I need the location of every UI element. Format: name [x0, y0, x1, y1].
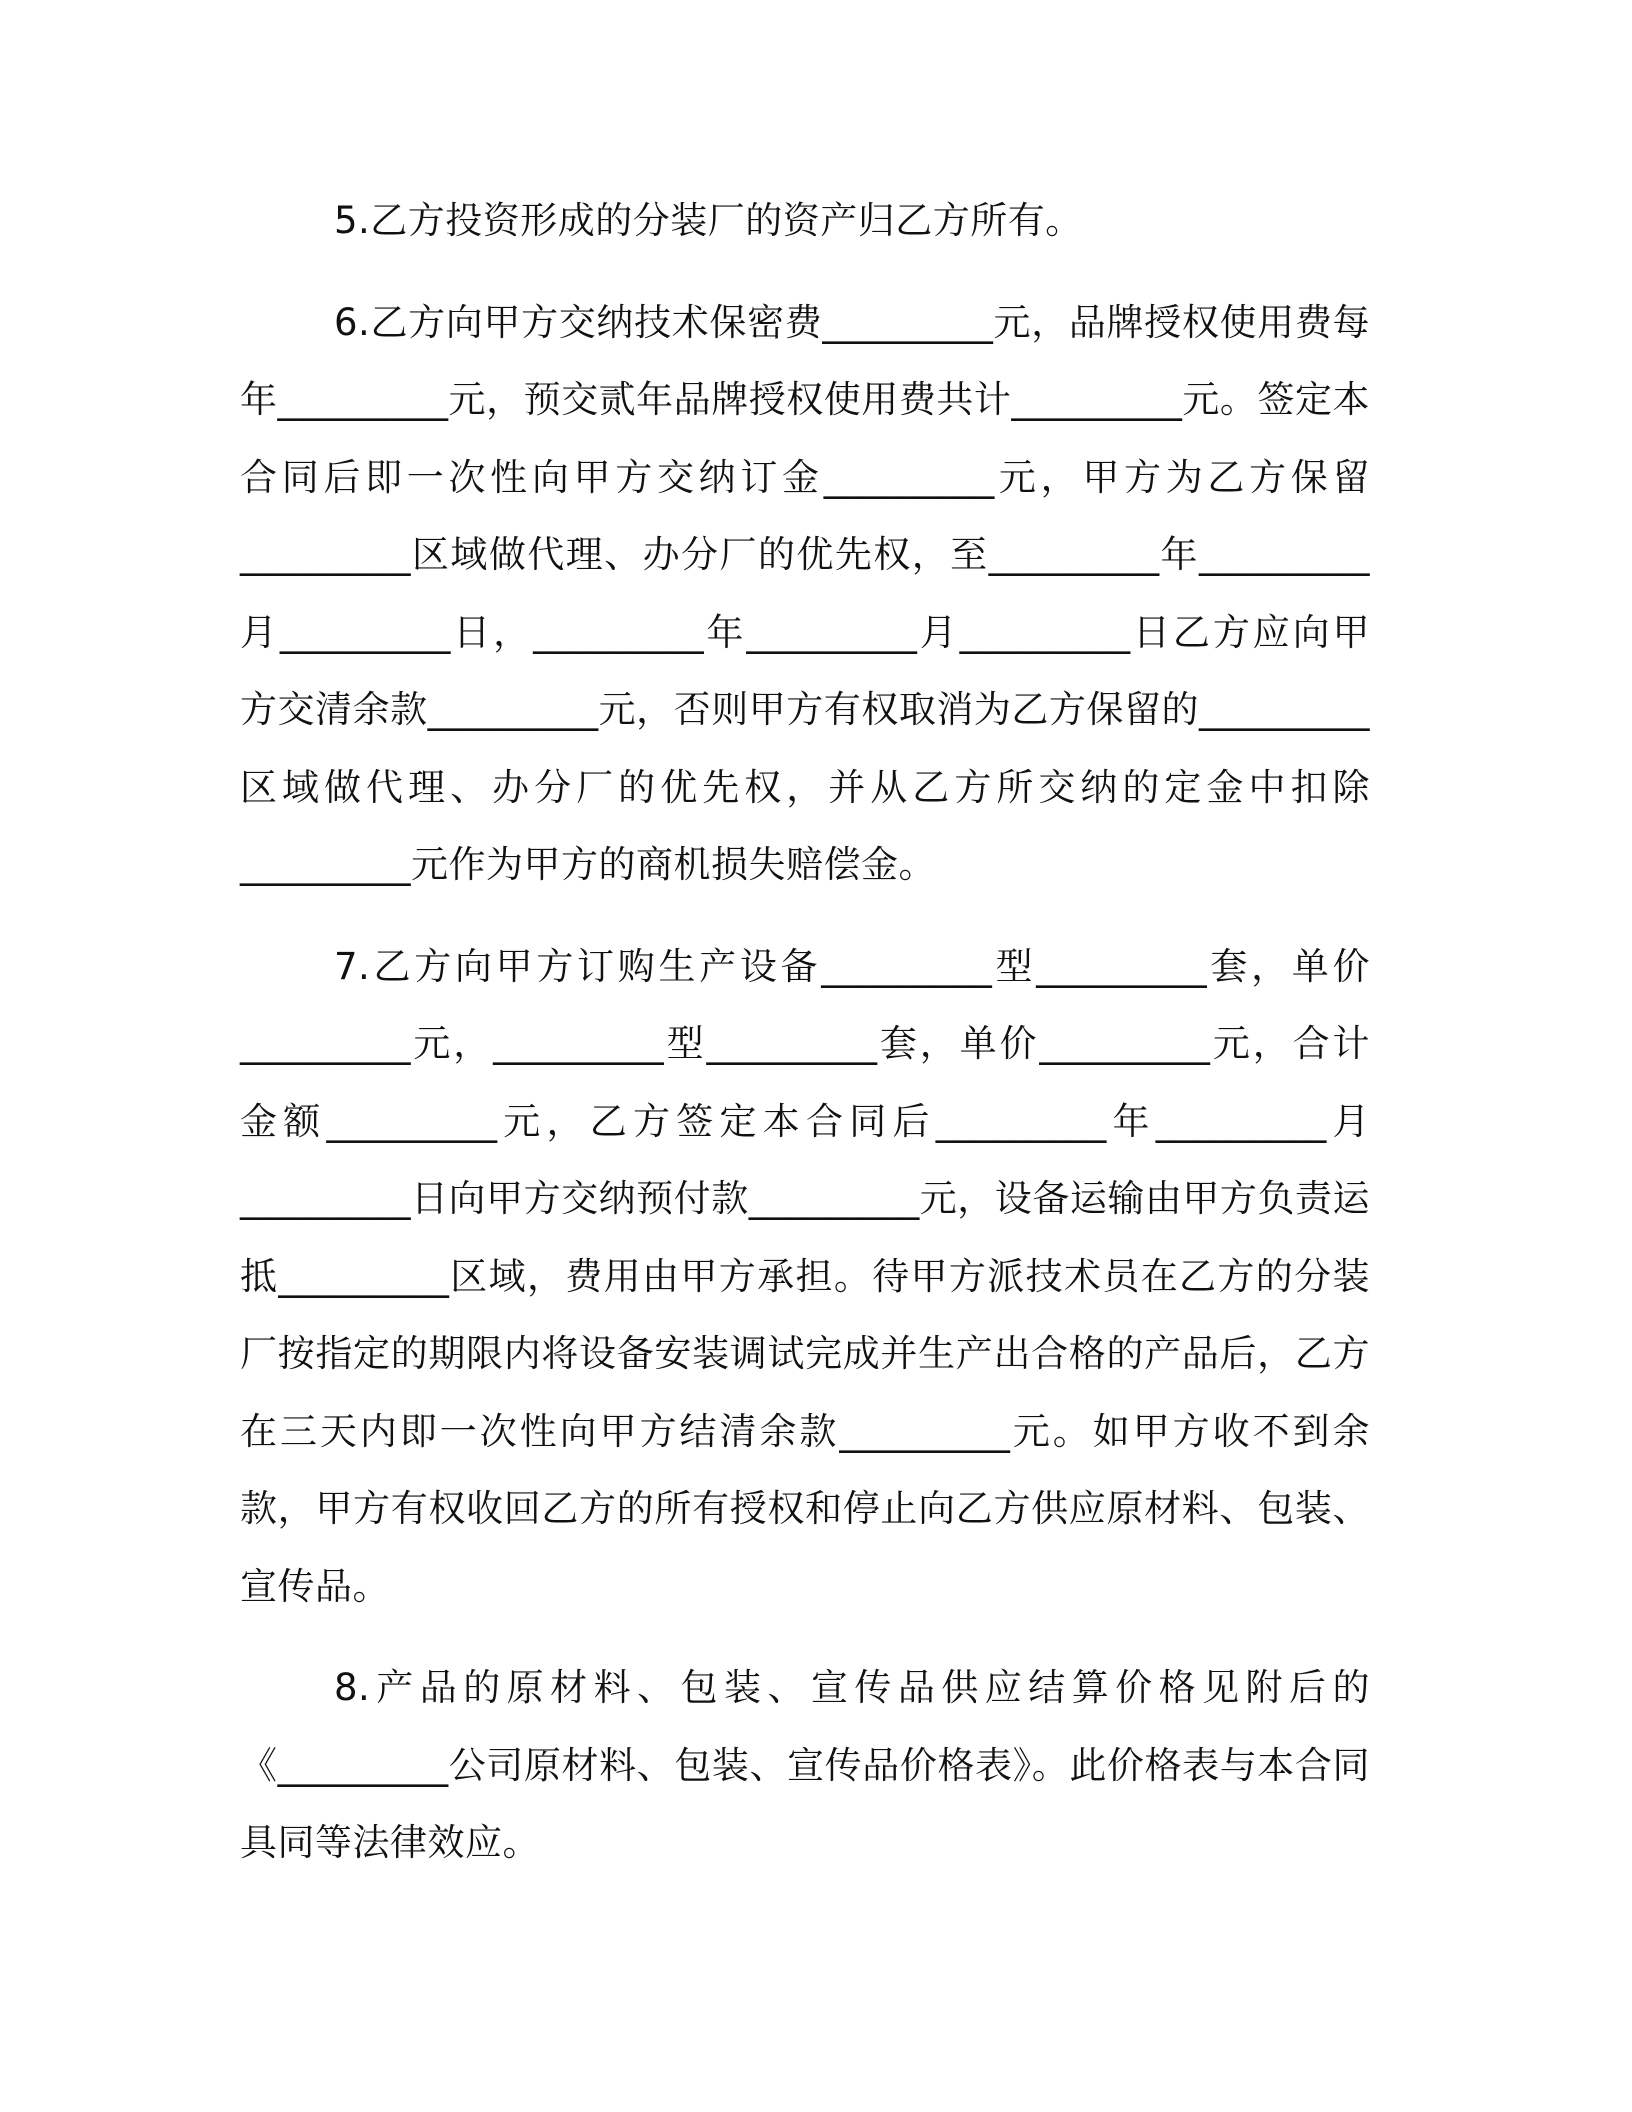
document-body	[240, 182, 1370, 1906]
paragraph-clause-7: 7.乙方向甲方订购生产设备_________型_________套，单价_________元，_________型_________套，单价_________元，合计金额_________元，乙方签定本合同后_________年_________月_________日向甲方交纳预付款_________元，设备运输由甲方负责运抵_________区域，费用由甲方承担。待甲方派技术员在乙方的分装厂按指定的期限内将设备安装调试完成并生产出合格的产品后，乙方在三天内即一次性向甲方结清余款_________元。如甲方收不到余款，甲方有权收回乙方的所有授权和停止向乙方供应原材料、包装、宣传品。	[240, 944, 1370, 1608]
paragraph-clause-6: 6.乙方向甲方交纳技术保密费_________元，品牌授权使用费每年_________元，预交贰年品牌授权使用费共计_________元。签定本合同后即一次性向甲方交纳订金_________元，甲方为乙方保留_________区域做代理、办分厂的优先权，至_________年_________月_________日，_________年_________月_________日乙方应向甲方交清余款_________元，否则甲方有权取消为乙方保留的_________区域做代理、办分厂的优先权，并从乙方所交纳的定金中扣除_________元作为甲方的商机损失赔偿金。	[240, 300, 1370, 886]
paragraph-clause-5: 5.乙方投资形成的分装厂的资产归乙方所有。	[334, 199, 1083, 242]
paragraph-clause-8: 8.产品的原材料、包装、宣传品供应结算价格见附后的《_________公司原材料、包装、宣传品价格表》。此价格表与本合同具同等法律效应。	[240, 1666, 1370, 1864]
